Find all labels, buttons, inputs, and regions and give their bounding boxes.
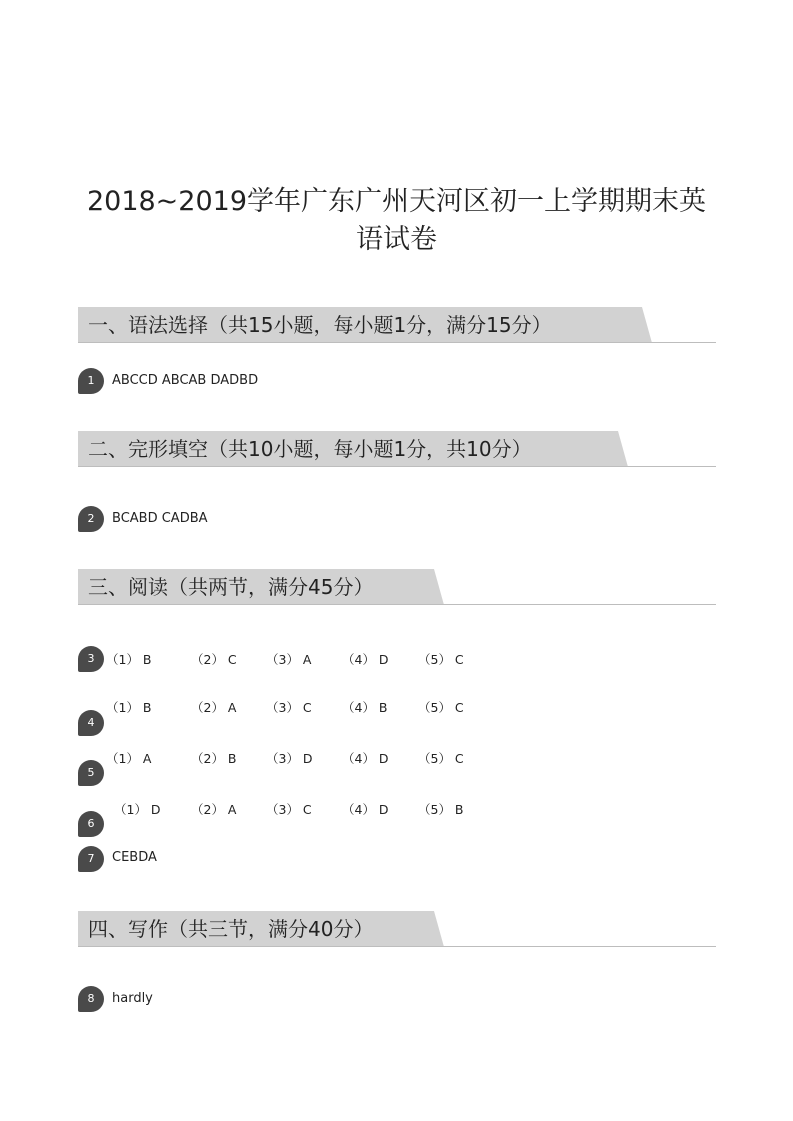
- answer-option: （4） D: [342, 751, 389, 766]
- answer-option: （2） B: [191, 751, 237, 766]
- question-number-badge: 3: [78, 646, 104, 672]
- answer-option: （1） D: [114, 802, 161, 817]
- answer-text: CEBDA: [112, 850, 157, 865]
- answer-option: （5） C: [418, 700, 464, 715]
- answer-option: （2） A: [191, 700, 237, 715]
- answer-option: （4） B: [342, 700, 388, 715]
- answer-option: （1） B: [106, 652, 152, 667]
- answer-option: （3） C: [266, 802, 312, 817]
- question-number-badge: 7: [78, 846, 104, 872]
- answer-option: （3） D: [266, 751, 313, 766]
- answer-option: （5） C: [418, 652, 464, 667]
- answer-option: （2） C: [191, 652, 237, 667]
- answer-option: （5） B: [418, 802, 464, 817]
- answer-option: （3） C: [266, 700, 312, 715]
- answer-text: BCABD CADBA: [112, 511, 208, 526]
- document-title: [60, 183, 733, 259]
- answer-option: （4） D: [342, 652, 389, 667]
- question-number-badge: 8: [78, 986, 104, 1012]
- answer-text: ABCCD ABCAB DADBD: [112, 373, 259, 388]
- section-title: 四、写作（共三节，满分40分）: [88, 917, 374, 941]
- section-header-cloze: [78, 431, 716, 467]
- section-header-writing: [78, 911, 716, 947]
- section-header-reading: [78, 569, 716, 605]
- title-line-2: 语试卷: [356, 224, 437, 255]
- title-line-1: 2018~2019学年广东广州天河区初一上学期期末英: [86, 186, 707, 217]
- question-number-badge: 5: [78, 760, 104, 786]
- answer-option: （2） A: [191, 802, 237, 817]
- section-title: 二、完形填空（共10小题，每小题1分，共10分）: [88, 437, 532, 461]
- section-title: 三、阅读（共两节，满分45分）: [88, 575, 374, 599]
- answer-option: （1） A: [106, 751, 152, 766]
- section-title: 一、语法选择（共15小题，每小题1分，满分15分）: [88, 313, 552, 337]
- question-number-badge: 2: [78, 506, 104, 532]
- answer-option: （1） B: [106, 700, 152, 715]
- answer-option: （4） D: [342, 802, 389, 817]
- answer-option: （3） A: [266, 652, 312, 667]
- section-header-grammar: [78, 307, 716, 343]
- question-number-badge: 6: [78, 811, 104, 837]
- answer-text: hardly: [112, 991, 153, 1006]
- question-number-badge: 4: [78, 710, 104, 736]
- answer-option: （5） C: [418, 751, 464, 766]
- question-number-badge: 1: [78, 368, 104, 394]
